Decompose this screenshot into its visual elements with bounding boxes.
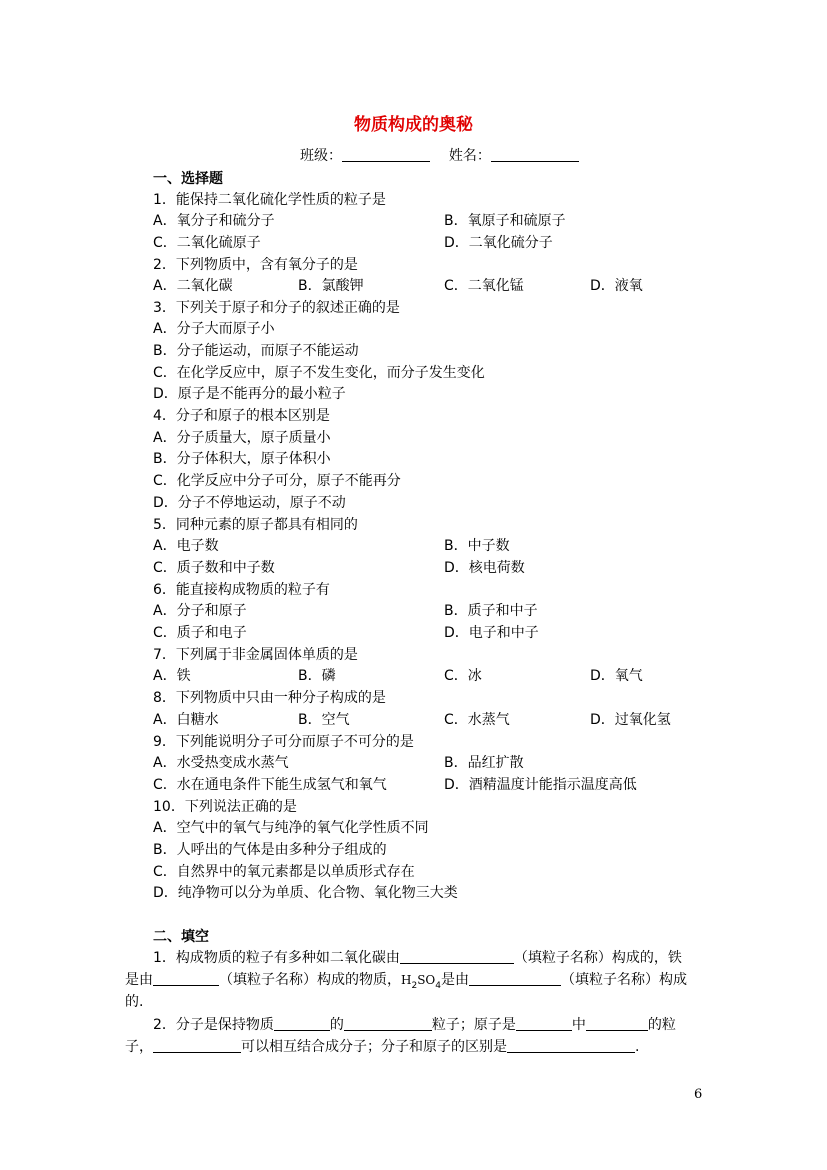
option-a: A．分子质量大，原子质量小 xyxy=(153,430,331,446)
option-a: A．电子数 xyxy=(153,538,219,554)
fill-text: 的粒 xyxy=(647,1017,676,1033)
answer-blank[interactable] xyxy=(469,985,561,986)
answer-blank[interactable] xyxy=(274,1030,330,1031)
fill-text: 的 xyxy=(329,1017,344,1033)
question-stem: 10．下列说法正确的是 xyxy=(153,799,297,815)
page-title: 物质构成的奥秘 xyxy=(354,115,473,135)
option-d: D．电子和中子 xyxy=(444,625,539,641)
fill-text: 粒子；原子是 xyxy=(431,1017,516,1033)
formula-h: H xyxy=(401,973,412,987)
question-stem: 5．同种元素的原子都具有相同的 xyxy=(153,517,358,533)
fill-text: 子， xyxy=(125,1039,153,1055)
formula-subscript-2: 2 xyxy=(411,980,418,991)
option-d: D．酒精温度计能指示温度高低 xyxy=(444,777,637,793)
fill-text: 是由 xyxy=(125,972,153,988)
option-c: C．在化学反应中，原子不发生变化，而分子发生变化 xyxy=(153,365,485,381)
option-a: A．水受热变成水蒸气 xyxy=(153,755,289,771)
option-d: D．原子是不能再分的最小粒子 xyxy=(153,386,346,402)
formula-subscript-4: 4 xyxy=(435,980,441,991)
answer-blank[interactable] xyxy=(344,1030,432,1031)
option-c: C．质子数和中子数 xyxy=(153,560,275,576)
option-d: D．分子不停地运动，原子不动 xyxy=(153,495,346,511)
option-b: B．氧原子和硫原子 xyxy=(444,213,566,229)
fill-text: （填粒子名称）构成的物质， xyxy=(219,972,401,988)
option-a: A．分子大而原子小 xyxy=(153,321,275,337)
option-d: D．液氧 xyxy=(590,278,643,294)
option-d: D．二氧化硫分子 xyxy=(444,235,553,251)
fill-question-1-line-1 xyxy=(125,947,703,967)
option-b: B．空气 xyxy=(298,712,350,728)
option-b: B．人呼出的气体是由多种分子组成的 xyxy=(153,842,387,858)
option-b: B．分子能运动，而原子不能运动 xyxy=(153,343,359,359)
question-stem: 1．能保持二氧化硫化学性质的粒子是 xyxy=(153,192,386,208)
option-c: C．冰 xyxy=(444,668,482,684)
section-heading-fill: 二、填空 xyxy=(153,929,209,945)
option-b: B．质子和中子 xyxy=(444,603,538,619)
fill-question-1-line-3 xyxy=(125,991,703,1011)
option-b: B．分子体积大，原子体积小 xyxy=(153,451,331,467)
option-a: A．二氧化碳 xyxy=(153,278,233,294)
option-d: D．氧气 xyxy=(590,668,643,684)
answer-blank[interactable] xyxy=(507,1052,635,1053)
fill-text: 是由 xyxy=(441,972,469,988)
option-b: B．磷 xyxy=(298,668,336,684)
option-d: D．纯净物可以分为单质、化合物、氧化物三大类 xyxy=(153,885,458,901)
question-stem: 2．下列物质中，含有氧分子的是 xyxy=(153,257,358,273)
fill-text: . xyxy=(635,1039,640,1055)
fill-text: 可以相互结合成分子；分子和原子的区别是 xyxy=(241,1039,507,1055)
fill-text: 1．构成物质的粒子有多种如二氧化碳由 xyxy=(153,950,400,966)
section-heading-choice: 一、选择题 xyxy=(153,171,223,187)
question-stem: 6．能直接构成物质的粒子有 xyxy=(153,582,330,598)
option-b: B．中子数 xyxy=(444,538,510,554)
page-number: 6 xyxy=(694,1087,703,1102)
answer-blank[interactable] xyxy=(586,1030,648,1031)
fill-question-1-line-2 xyxy=(125,969,703,991)
fill-text: 中 xyxy=(571,1017,586,1033)
option-c: C．水在通电条件下能生成氢气和氧气 xyxy=(153,777,387,793)
option-b: B．品红扩散 xyxy=(444,755,524,771)
fill-text: （填粒子名称）构成的，铁 xyxy=(513,950,682,966)
name-blank[interactable] xyxy=(491,161,579,162)
option-d: D．核电荷数 xyxy=(444,560,525,576)
answer-blank[interactable] xyxy=(153,1052,241,1053)
fill-question-2-line-2 xyxy=(125,1036,703,1056)
answer-blank[interactable] xyxy=(516,1030,572,1031)
option-c: C．化学反应中分子可分，原子不能再分 xyxy=(153,473,401,489)
option-a: A．氧分子和硫分子 xyxy=(153,213,275,229)
formula-so: SO xyxy=(417,973,436,987)
answer-blank[interactable] xyxy=(400,963,514,964)
question-stem: 9．下列能说明分子可分而原子不可分的是 xyxy=(153,734,414,750)
question-stem: 4．分子和原子的根本区别是 xyxy=(153,408,330,424)
fill-question-2-line-1 xyxy=(125,1014,703,1034)
option-d: D．过氧化氢 xyxy=(590,712,671,728)
question-stem: 3．下列关于原子和分子的叙述正确的是 xyxy=(153,300,400,316)
option-c: C．水蒸气 xyxy=(444,712,510,728)
answer-blank[interactable] xyxy=(153,985,219,986)
question-stem: 8．下列物质中只由一种分子构成的是 xyxy=(153,690,386,706)
class-label: 班级： xyxy=(300,148,342,164)
class-name-line xyxy=(300,145,579,165)
option-a: A．分子和原子 xyxy=(153,603,247,619)
name-label: 姓名： xyxy=(448,148,491,164)
option-c: C．质子和电子 xyxy=(153,625,247,641)
fill-text: （填粒子名称）构成 xyxy=(561,972,687,988)
class-blank[interactable] xyxy=(342,161,430,162)
option-a: A．空气中的氧气与纯净的氧气化学性质不同 xyxy=(153,820,429,836)
option-c: C．二氧化硫原子 xyxy=(153,235,261,251)
fill-text: 的. xyxy=(125,994,144,1010)
option-c: C．二氧化锰 xyxy=(444,278,524,294)
option-a: A．铁 xyxy=(153,668,191,684)
question-stem: 7．下列属于非金属固体单质的是 xyxy=(153,647,358,663)
option-b: B．氯酸钾 xyxy=(298,278,364,294)
option-a: A．白糖水 xyxy=(153,712,219,728)
option-c: C．自然界中的氧元素都是以单质形式存在 xyxy=(153,864,415,880)
fill-text: 2．分子是保持物质 xyxy=(153,1017,274,1033)
